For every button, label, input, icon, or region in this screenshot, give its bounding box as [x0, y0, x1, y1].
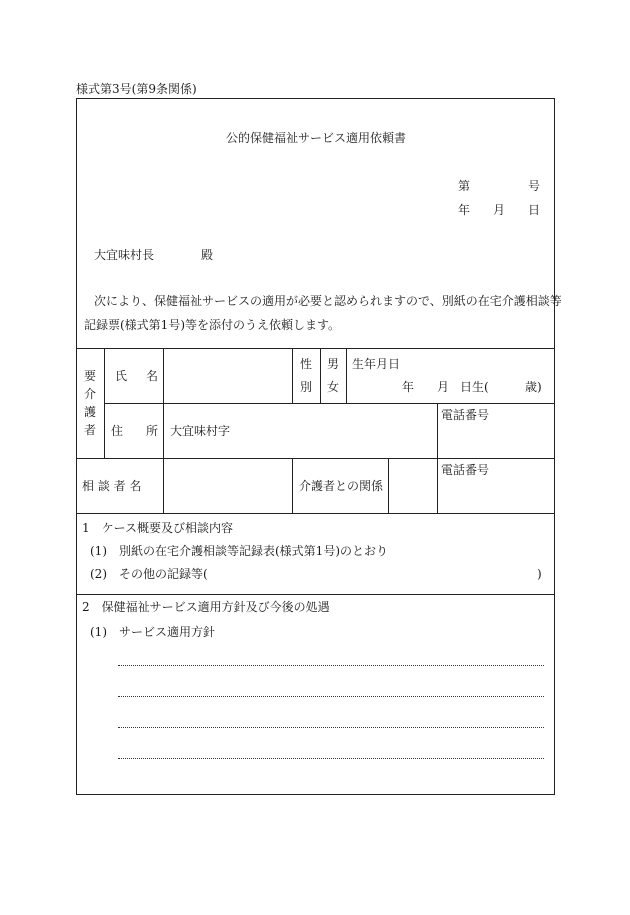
form-frame [76, 98, 555, 795]
sex-label-a: 性 [300, 357, 313, 371]
addressee-name: 大宜味村長 [94, 248, 155, 262]
care-char-3: 護 [83, 405, 96, 419]
care-char-1: 要 [83, 369, 96, 383]
section2-heading: 2 保健福祉サービス適用方針及び今後の処遇 [82, 600, 330, 614]
section2-item1: (1) サービス適用方針 [90, 625, 215, 639]
sex-label-b: 別 [300, 380, 313, 394]
care-char-2: 介 [83, 387, 96, 401]
col-line-a [104, 348, 105, 458]
relation-label: 介護者との関係 [299, 479, 384, 493]
policy-line-4[interactable] [118, 758, 544, 759]
col-line-e [346, 348, 347, 403]
table-top-line [76, 348, 555, 349]
row-divider-2 [76, 458, 555, 459]
address-label-a: 住 [111, 424, 124, 438]
row-divider-3 [76, 513, 555, 514]
policy-line-2[interactable] [118, 696, 544, 697]
address-value[interactable]: 大宜味村字 [170, 424, 231, 438]
policy-line-1[interactable] [118, 665, 544, 666]
sex-female-option[interactable]: 女 [327, 380, 340, 394]
date-day: 日 [528, 203, 541, 217]
name-label-a: 氏 [115, 369, 128, 383]
col-line-f [437, 403, 438, 513]
number-prefix: 第 [458, 179, 471, 193]
section1-item1: (1) 別紙の在宅介護相談等記録表(様式第1号)のとおり [90, 544, 388, 558]
address-label-b: 所 [146, 424, 159, 438]
addressee-honorific: 殿 [201, 248, 214, 262]
body-line-1: 次により、保健福祉サービスの適用が必要と認められますので、別紙の在宅介護相談等 [94, 294, 562, 308]
row-divider-4 [76, 594, 555, 595]
consultant-input-cell[interactable] [163, 458, 292, 513]
row-divider-1 [104, 403, 555, 404]
policy-line-3[interactable] [118, 727, 544, 728]
form-label: 様式第3号(第9条関係) [76, 82, 197, 96]
form-title: 公的保健福祉サービス適用依頼書 [226, 131, 407, 145]
care-char-4: 者 [83, 423, 96, 437]
date-month: 月 [493, 203, 506, 217]
sex-male-option[interactable]: 男 [327, 357, 340, 371]
age-unit: 歳) [525, 380, 542, 394]
col-line-c [292, 348, 293, 403]
section1-heading: 1 ケース概要及び相談内容 [82, 521, 234, 535]
col-line-d [320, 348, 321, 403]
birth-day-age: 日生( [460, 380, 489, 394]
date-year: 年 [458, 203, 471, 217]
col-line-g [292, 458, 293, 513]
phone-label: 電話番号 [441, 408, 490, 422]
number-suffix: 号 [528, 179, 541, 193]
section1-item2-close: ) [537, 567, 542, 581]
consultant-label: 相 談 者 名 [82, 479, 142, 493]
section1-item2: (2) その他の記録等( [90, 567, 208, 581]
name-input-cell[interactable] [163, 348, 292, 403]
relation-input-cell[interactable] [388, 458, 437, 513]
birth-label: 生年月日 [352, 357, 401, 371]
name-label-b: 名 [146, 369, 159, 383]
birth-month: 月 [437, 380, 450, 394]
birth-year: 年 [402, 380, 415, 394]
body-line-2: 記録票(様式第1号)等を添付のうえ依頼します。 [84, 318, 341, 332]
phone-label-2: 電話番号 [441, 463, 490, 477]
